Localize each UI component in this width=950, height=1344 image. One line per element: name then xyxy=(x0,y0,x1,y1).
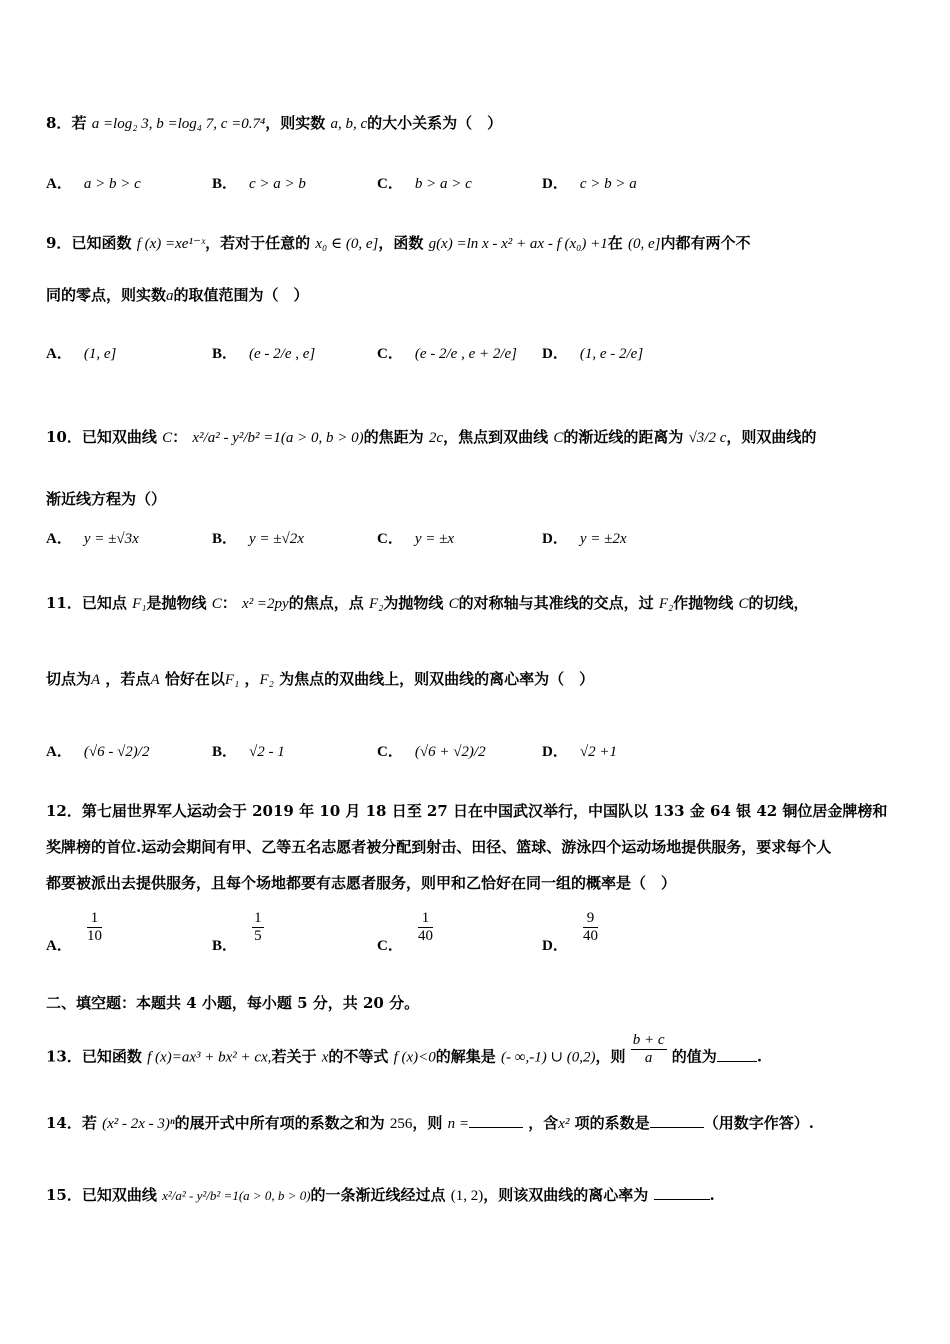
q15-stem: 15．已知双曲线 x²/a² - y²/b² =1(a > 0, b > 0)的一条渐近线经过点 (1, 2)，则该双曲线的离心率为 . xyxy=(46,1186,715,1204)
q12-option-d[interactable]: D． $\frac{9}{40}$ xyxy=(542,910,598,954)
q8-expr: a =log₂ 3, b =log₄ 7, c =0.7⁴ xyxy=(91,116,266,132)
q10-option-d[interactable]: D． y = ±2x xyxy=(542,531,627,547)
answer-blank[interactable] xyxy=(469,1113,523,1128)
fraction: $\frac{9}{40}$ xyxy=(582,910,598,944)
q11-stem-line2: 切点为A ，若点A 恰好在以F₁ ，F₂ 为焦点的双曲线上，则双曲线的离心率为（ ） xyxy=(46,670,595,688)
q11-option-a[interactable]: A． (√6 - √2)/2 xyxy=(46,744,150,760)
q10-option-a[interactable]: A． y = ±√3x xyxy=(46,531,139,547)
q11-option-d[interactable]: D． √2 +1 xyxy=(542,744,617,760)
q8-option-c[interactable]: C． b > a > c xyxy=(377,176,472,192)
q12-option-a[interactable]: A． $\frac{1}{10}$ xyxy=(46,910,102,954)
q14-stem: 14．若 (x² - 2x - 3)ⁿ的展开式中所有项的系数之和为 256，则 n = ，含x² 项的系数是 （用数字作答）. xyxy=(46,1114,814,1132)
section-heading: 二、填空题：本题共 4 小题，每小题 5 分，共 20 分。 xyxy=(46,994,420,1012)
fraction: $\frac{1}{40}$ xyxy=(417,910,433,944)
q8-stem: 8．若 a =log₂ 3, b =log₄ 7, c =0.7⁴，则实数 a, b, c的大小关系为（ ） xyxy=(46,114,503,132)
q12-option-b[interactable]: B． $\frac{1}{5}$ xyxy=(212,910,262,954)
fraction: $\frac{b + c}{a}$ xyxy=(632,1032,665,1066)
q9-option-b[interactable]: B． (e - 2/e , e] xyxy=(212,346,316,362)
q9-option-a[interactable]: A． (1, e] xyxy=(46,346,117,362)
q11-option-b[interactable]: B． √2 - 1 xyxy=(212,744,285,760)
q10-option-c[interactable]: C． y = ±x xyxy=(377,531,455,547)
q8-option-a[interactable]: A． a > b > c xyxy=(46,176,141,192)
q9-stem-line2: 同的零点，则实数a的取值范围为（ ） xyxy=(46,286,309,304)
q10-option-b[interactable]: B． y = ±√2x xyxy=(212,531,304,547)
q12-option-c[interactable]: C． $\frac{1}{40}$ xyxy=(377,910,433,954)
answer-blank[interactable] xyxy=(717,1047,757,1062)
q9-option-d[interactable]: D． (1, e - 2/e] xyxy=(542,346,644,362)
q9-option-c[interactable]: C． (e - 2/e , e + 2/e] xyxy=(377,346,518,362)
fraction: $\frac{1}{10}$ xyxy=(86,910,102,944)
q11-stem: 11．已知点 F₁是抛物线 C： x² =2py的焦点，点 F₂为抛物线 C的对称轴与其准线的交点，过 F₂作抛物线 C的切线， xyxy=(46,594,809,612)
q8-option-d[interactable]: D． c > b > a xyxy=(542,176,637,192)
answer-blank[interactable] xyxy=(650,1113,704,1128)
fraction: $\frac{1}{5}$ xyxy=(254,910,262,944)
q13-stem: 13．已知函数 f (x)=ax³ + bx² + cx,若关于 x的不等式 f (x)<0的解集是 (- ∞,-1) ∪ (0,2)，则 $\frac{b + c}{a}$ 的值为 . xyxy=(46,1032,763,1066)
q12-stem-line3: 都要被派出去提供服务，且每个场地都要有志愿者服务，则甲和乙恰好在同一组的概率是（ ） xyxy=(46,874,677,892)
q12-stem-line1: 12．第七届世界军人运动会于 2019 年 10 月 18 日至 27 日在中国武汉举行，中国队以 133 金 64 银 42 铜位居金牌榜和 xyxy=(46,802,888,820)
q10-stem-line2: 渐近线方程为（） xyxy=(46,490,167,508)
q12-stem-line2: 奖牌榜的首位.运动会期间有甲、乙等五名志愿者被分配到射击、田径、篮球、游泳四个运动场地提供服务，要求每个人 xyxy=(46,838,832,856)
q9-stem: 9．已知函数 f (x) =xe¹⁻ˣ，若对于任意的 x₀ ∈ (0, e]，函数 g(x) =ln x - x² + ax - f (x₀) +1在 (0, e]内都有两个不 xyxy=(46,234,751,252)
q11-option-c[interactable]: C． (√6 + √2)/2 xyxy=(377,744,486,760)
answer-blank[interactable] xyxy=(654,1185,710,1200)
q8-option-b[interactable]: B． c > a > b xyxy=(212,176,306,192)
q10-stem: 10．已知双曲线 C： x²/a² - y²/b² =1(a > 0, b > 0)的焦距为 2c，焦点到双曲线 C的渐近线的距离为 √3/2 c，则双曲线的 xyxy=(46,428,817,446)
